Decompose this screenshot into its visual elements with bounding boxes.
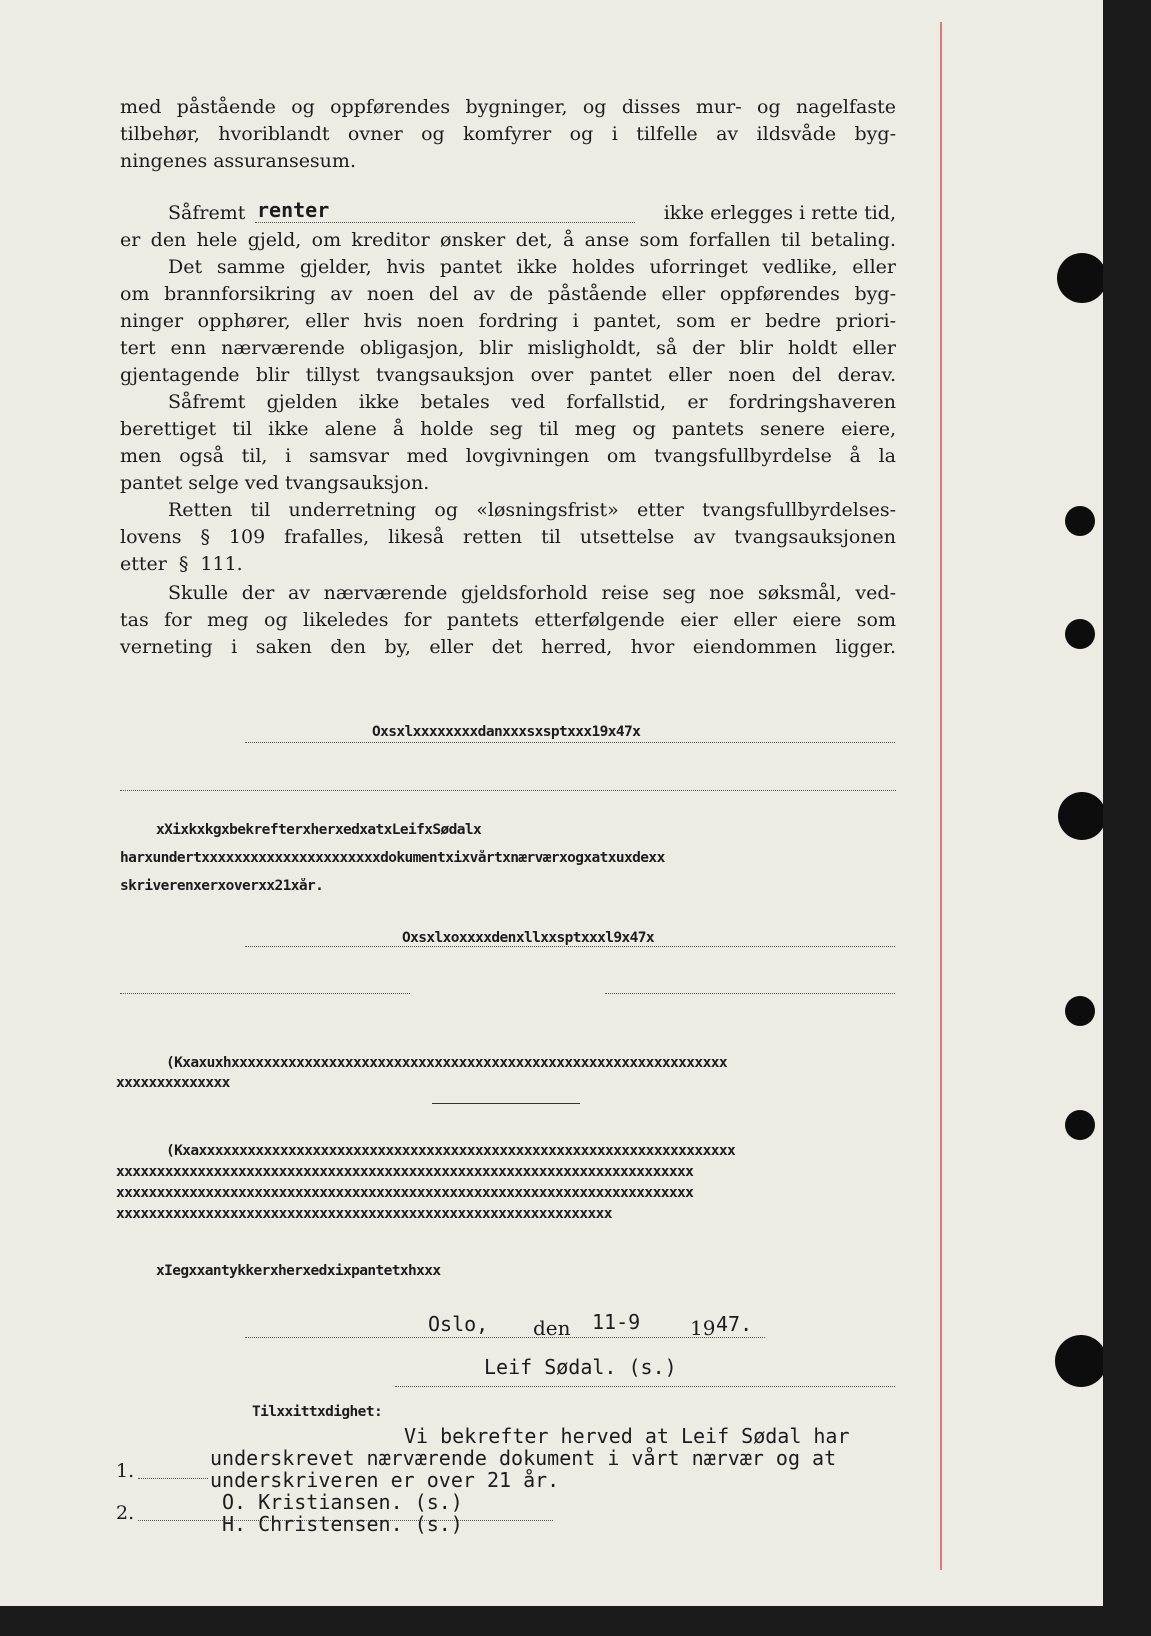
p1-line-3: ningenes assuransesum.	[120, 150, 356, 172]
separator-line	[432, 1103, 580, 1104]
dotted-line-2	[120, 790, 896, 791]
scan-edge-right	[1103, 0, 1151, 1636]
struck-block-2a: (Kxaxxxxxxxxxxxxxxxxxxxxxxxxxxxxxxxxxxxxxxxxxxxxxxxxxxxxxxxxxxxxxxxxxx	[166, 1143, 736, 1159]
p1-line-2: tilbehør, hvoriblandt ovner og komfyrer og i tilfelle av ildsvåde byg-	[120, 123, 896, 145]
margin-rule	[940, 22, 942, 1570]
struck-confirm-3: skriverenxerxoverxx21xår.	[120, 878, 324, 894]
scan-edge-bottom	[0, 1606, 1151, 1636]
name-dotted-line	[395, 1386, 895, 1387]
p3-line-1: Det samme gjelder, hvis pantet ikke holdes uforringet vedlike, eller	[168, 256, 896, 278]
struck-block-2c: xxxxxxxxxxxxxxxxxxxxxxxxxxxxxxxxxxxxxxxxxxxxxxxxxxxxxxxxxxxxxxxxxxxxxxx	[116, 1185, 694, 1201]
p2-fill-renter: renter	[257, 198, 330, 222]
p6-line-1: Skulle der av nærværende gjeldsforhold reise seg noe søksmål, ved-	[168, 582, 896, 604]
dotted-line-4a	[120, 993, 410, 994]
p4-line-2: berettiget til ikke alene å holde seg til meg og pantets senere eiere,	[120, 418, 896, 440]
struck-block-1a: (Kxaxuxhxxxxxxxxxxxxxxxxxxxxxxxxxxxxxxxxxxxxxxxxxxxxxxxxxxxxxxxxxxxxx	[166, 1055, 727, 1071]
binder-hole-4	[1058, 792, 1106, 840]
p3-line-5: gjentagende blir tillyst tvangsauksjon over pantet eller noen del derav.	[120, 364, 896, 386]
struck-block-1b: xxxxxxxxxxxxxx	[116, 1075, 230, 1091]
struck-confirm-2: harxundertxxxxxxxxxxxxxxxxxxxxxxdokumentxixvårtxnærværxogxatxuxdexx	[120, 850, 665, 866]
sig-den: den	[533, 1316, 571, 1340]
witness-line-1-dots	[138, 1478, 208, 1479]
sig-year-suffix: 47.	[716, 1312, 753, 1336]
struck-block-2b: xxxxxxxxxxxxxxxxxxxxxxxxxxxxxxxxxxxxxxxxxxxxxxxxxxxxxxxxxxxxxxxxxxxxxxx	[116, 1164, 694, 1180]
binder-hole-3	[1065, 619, 1095, 649]
p4-line-3: men også til, i samsvar med lovgivningen om tvangsfullbyrdelse å la	[120, 445, 896, 467]
struck-date-line-1: Oxsxlxxxxxxxxdanxxxsxsptxxx19x47x	[372, 724, 641, 740]
witness-num-1: 1.	[116, 1460, 135, 1482]
sig-year-prefix: 19	[690, 1316, 716, 1340]
date-dotted-line	[245, 1337, 765, 1338]
struck-date-line-2: Oxsxlxoxxxxdenxllxxsptxxxl9x47x	[402, 930, 655, 946]
struck-pant-line: xIegxxantykkerxherxedxixpantetxhxxx	[156, 1263, 441, 1279]
p5-line-2: lovens § 109 frafalles, likeså retten til utsettelse av tvangsauksjonen	[120, 526, 896, 548]
sig-date: 11-9	[592, 1310, 641, 1334]
binder-hole-7	[1055, 1335, 1107, 1387]
p2-line-2: er den hele gjeld, om kreditor ønsker det, å anse som forfallen til betaling.	[120, 229, 896, 251]
witness-line-3: underskriveren er over 21 år.	[210, 1468, 560, 1492]
p3-line-4: tert enn nærværende obligasjon, blir misligholdt, så der blir holdt eller	[120, 337, 896, 359]
p2-end: ikke erlegges i rette tid,	[663, 202, 896, 224]
p4-line-4: pantet selge ved tvangsauksjon.	[120, 472, 430, 494]
dotted-line-4b	[605, 993, 895, 994]
dotted-line-1	[245, 742, 895, 743]
sig-place: Oslo,	[428, 1312, 489, 1336]
p5-line-1: Retten til underretning og «løsningsfrist» etter tvangsfullbyrdelses-	[168, 499, 896, 521]
p3-line-3: ninger opphører, eller hvis noen fordring i pantet, som er bedre priori-	[120, 310, 896, 332]
binder-hole-1	[1057, 253, 1107, 303]
p6-line-3: verneting i saken den by, eller det herred, hvor eiendommen ligger.	[120, 636, 896, 658]
p4-line-1: Såfremt gjelden ikke betales ved forfallstid, er fordringshaveren	[168, 391, 896, 413]
p6-line-2: tas for meg og likeledes for pantets etterfølgende eier eller eiere som	[120, 609, 896, 631]
sig-name: Leif Sødal. (s.)	[484, 1355, 677, 1379]
p2-start: Såfremt	[168, 202, 246, 224]
binder-hole-6	[1065, 1110, 1095, 1140]
witness-name-1: O. Kristiansen. (s.)	[222, 1490, 463, 1514]
witness-name-2: H. Christensen. (s.)	[222, 1512, 463, 1536]
p2-fill-line	[255, 222, 635, 223]
p5-line-3: etter § 111.	[120, 553, 243, 575]
witness-line-2: underskrevet nærværende dokument i vårt nærvær og at	[210, 1446, 837, 1470]
struck-block-2d: xxxxxxxxxxxxxxxxxxxxxxxxxxxxxxxxxxxxxxxxxxxxxxxxxxxxxxxxxxxxx	[116, 1206, 612, 1222]
witness-num-2: 2.	[116, 1502, 135, 1524]
witness-struck-heading: Tilxxittxdighet:	[252, 1404, 383, 1420]
p1-line-1: med påstående og oppførendes bygninger, og disses mur- og nagelfaste	[120, 96, 896, 118]
dotted-line-3	[245, 946, 895, 947]
binder-hole-5	[1065, 996, 1095, 1026]
binder-hole-2	[1065, 506, 1095, 536]
p3-line-2: om brannforsikring av noen del av de påstående eller oppførendes byg-	[120, 283, 896, 305]
witness-line-1: Vi bekrefter herved at Leif Sødal har	[404, 1424, 850, 1448]
struck-confirm-1: xXixkxkgxbekrefterxherxedxatxLeifxSødalx	[156, 822, 482, 838]
